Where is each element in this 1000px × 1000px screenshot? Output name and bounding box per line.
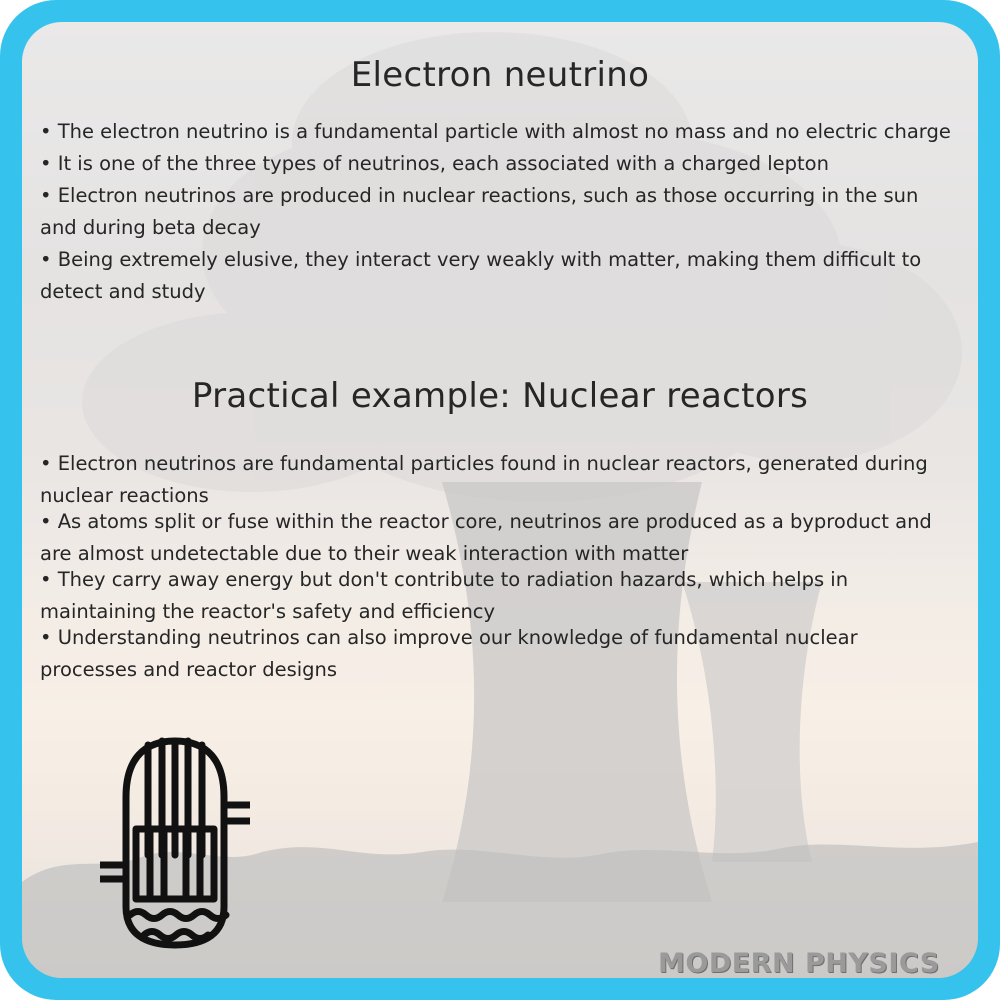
brand-watermark: MODERN PHYSICS [658,948,940,978]
bullet-item: • The electron neutrino is a fundamental particle with almost no mass and no electric charge [40,120,951,143]
bullet-item: • Electron neutrinos are produced in nuclear reactions, such as those occurring in the sun and during beta decay [40,184,919,239]
bullet-item: • Being extremely elusive, they interact very weakly with matter, making them difficult to detect and study [40,248,922,303]
bullet-list-electron-neutrino [40,116,960,308]
nuclear-reactor-icon [100,737,250,952]
bullet-item: • They carry away energy but don't contribute to radiation hazards, which helps in maintaining the reactor's safety and efficiency [40,568,849,623]
section-title-electron-neutrino: Electron neutrino [350,55,650,95]
bullet-item: • As atoms split or fuse within the reactor core, neutrinos are produced as a byproduct and are almost undetectable due to their weak interaction with matter [40,510,932,565]
bullet-item: • It is one of the three types of neutrinos, each associated with a charged lepton [40,152,829,175]
section-title-practical-example: Practical example: Nuclear reactors [191,376,809,416]
bullet-item: • Understanding neutrinos can also improve our knowledge of fundamental nuclear processes and reactor designs [40,626,858,681]
content [22,22,978,978]
card [22,22,978,978]
bullet-item: • Electron neutrinos are fundamental particles found in nuclear reactors, generated during nuclear reactions [40,452,928,507]
bullet-list-practical-example [40,448,960,686]
